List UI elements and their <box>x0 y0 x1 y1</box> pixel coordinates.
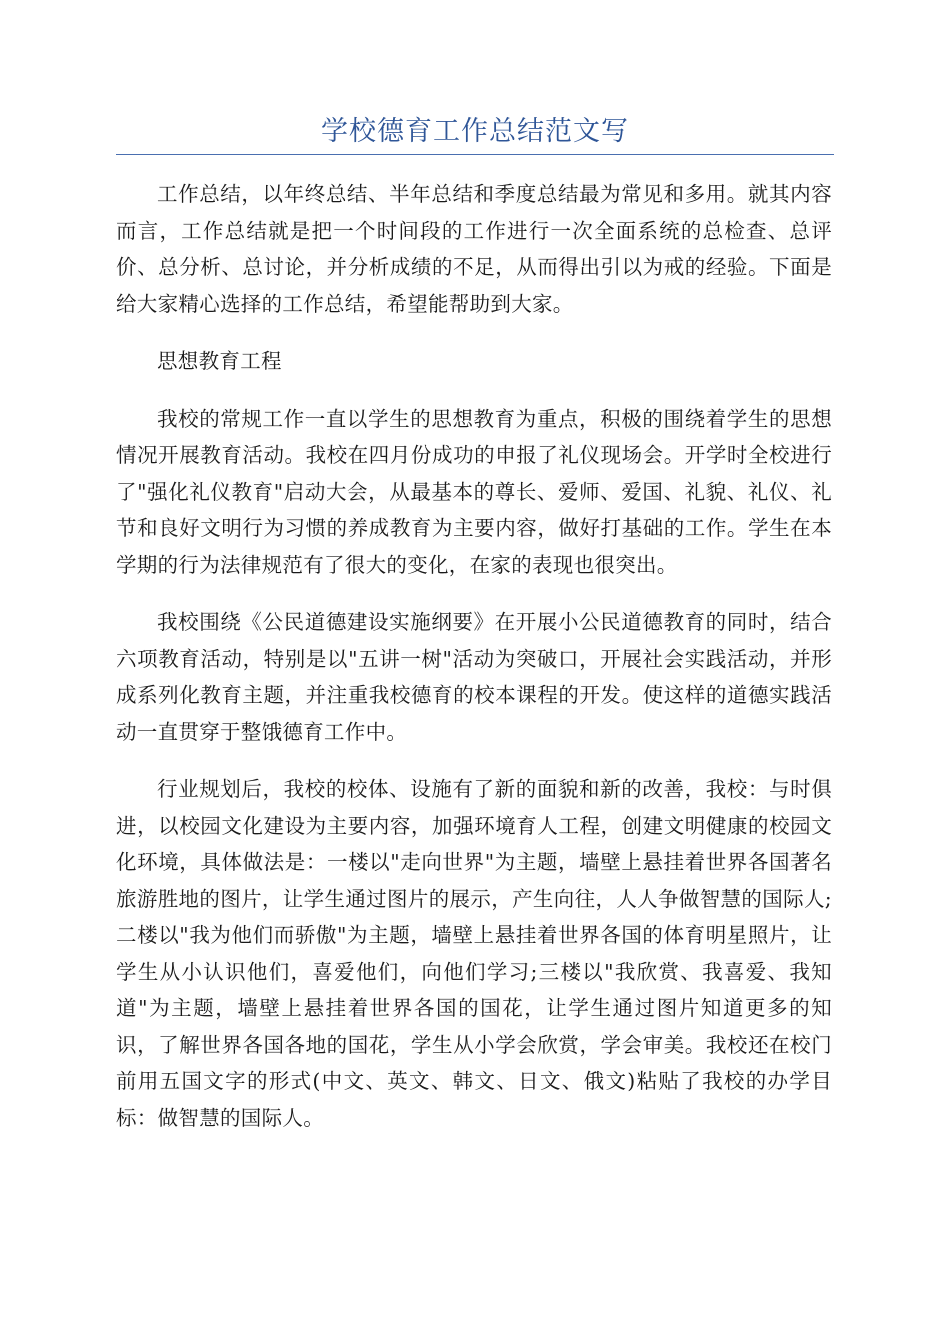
document-title: 学校德育工作总结范文写 <box>321 116 629 147</box>
document-body <box>116 176 832 1157</box>
body-paragraph: 行业规划后，我校的校体、设施有了新的面貌和新的改善，我校：与时俱进，以校园文化建设为主要内容，加强环境育人工程，创建文明健康的校园文化环境，具体做法是：一楼以"走向世界"为主题，墙壁上悬挂着世界各国著名旅游胜地的图片，让学生通过图片的展示，产生向往，人人争做智慧的国际人;二楼以"我为他们而骄傲"为主题，墙壁上悬挂着世界各国的体育明星照片，让学生从小认识他们，喜爱他们，向他们学习;三楼以"我欣赏、我喜爱、我知道"为主题，墙壁上悬挂着世界各国的国花，让学生通过图片知道更多的知识，了解世界各国各地的国花，学生从小学会欣赏，学会审美。我校还在校门前用五国文字的形式(中文、英文、韩文、日文、俄文)粘贴了我校的办学目标：做智慧的国际人。 <box>116 777 832 1130</box>
title-underline <box>116 154 834 155</box>
body-paragraph: 我校的常规工作一直以学生的思想教育为重点，积极的围绕着学生的思想情况开展教育活动。我校在四月份成功的申报了礼仪现场会。开学时全校进行了"强化礼仪教育"启动大会，从最基本的尊长、爱师、爱国、礼貌、礼仪、礼节和良好文明行为习惯的养成教育为主要内容，做好打基础的工作。学生在本学期的行为法律规范有了很大的变化，在家的表现也很突出。 <box>116 406 832 577</box>
intro-paragraph: 工作总结，以年终总结、半年总结和季度总结最为常见和多用。就其内容而言，工作总结就是把一个时间段的工作进行一次全面系统的总检查、总评价、总分析、总讨论，并分析成绩的不足，从而得出引以为戒的经验。下面是给大家精心选择的工作总结，希望能帮助到大家。 <box>116 182 832 316</box>
body-paragraph: 我校围绕《公民道德建设实施纲要》在开展小公民道德教育的同时，结合六项教育活动，特别是以"五讲一树"活动为突破口，开展社会实践活动，并形成系列化教育主题，并注重我校德育的校本课程的开发。使这样的道德实践活动一直贯穿于整饿德育工作中。 <box>116 610 832 744</box>
section-heading: 思想教育工程 <box>157 349 282 373</box>
